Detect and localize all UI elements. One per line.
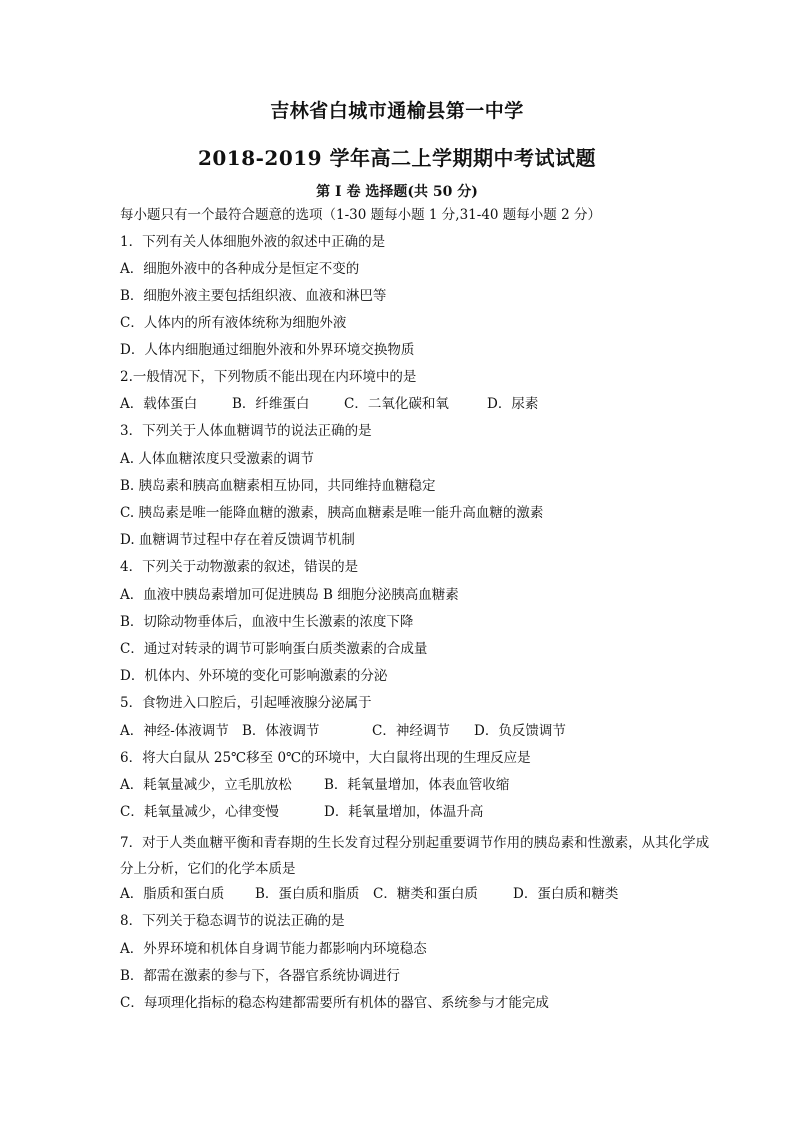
question-3-option-a: A. 人体血糖浓度只受激素的调节 <box>120 451 314 467</box>
question-1-option-a: A．细胞外液中的各种成分是恒定不变的 <box>120 261 360 277</box>
exam-title: 2018-2019 学年高二上学期期中考试试题 <box>197 146 597 170</box>
school-title: 吉林省白城市通榆县第一中学 <box>270 100 524 122</box>
question-2-option-b: B．纤维蛋白 <box>232 396 310 412</box>
question-2-option-d: D．尿素 <box>487 396 539 412</box>
question-6-options-row1 <box>120 776 509 794</box>
question-2-option-a: A．载体蛋白 <box>120 396 198 412</box>
question-2-stem: 2.一般情况下，下列物质不能出现在内环境中的是 <box>120 369 417 385</box>
question-5-option-b: B．体液调节 <box>242 723 320 739</box>
question-6-options-row2 <box>120 803 483 821</box>
question-4-stem: 4．下列关于动物激素的叙述，错误的是 <box>120 559 359 575</box>
question-5-option-d: D．负反馈调节 <box>474 723 566 739</box>
question-8-option-c: C．每项理化指标的稳态构建都需要所有机体的器官、系统参与才能完成 <box>120 995 549 1011</box>
question-1-option-b: B．细胞外液主要包括组织液、血液和淋巴等 <box>120 288 387 304</box>
question-7-option-d: D．蛋白质和糖类 <box>513 886 619 902</box>
question-2-option-c: C．二氧化碳和氧 <box>344 396 449 412</box>
question-6-option-b: B．耗氧量增加，体表血管收缩 <box>324 777 510 793</box>
question-8-option-b: B．都需在激素的参与下，各器官系统协调进行 <box>120 968 400 984</box>
question-7-options <box>120 885 618 903</box>
question-4-option-d: D．机体内、外环境的变化可影响激素的分泌 <box>120 668 388 684</box>
section-heading: 第 I 卷 选择题(共 50 分) <box>316 184 478 200</box>
question-7-stem: 7．对于人类血糖平衡和青春期的生长发育过程分别起重要调节作用的胰岛素和性激素，从其化学成分上分析，它们的化学本质是 <box>120 835 710 877</box>
question-6-option-d: D．耗氧量增加，体温升高 <box>324 804 484 820</box>
question-5-option-a: A．神经-体液调节 <box>120 723 229 739</box>
question-1-option-c: C．人体内的所有液体统称为细胞外液 <box>120 315 347 331</box>
question-5-options <box>120 722 566 740</box>
question-1-option-d: D．人体内细胞通过细胞外液和外界环境交换物质 <box>120 342 415 358</box>
question-8-option-a: A．外界环境和机体自身调节能力都影响内环境稳态 <box>120 941 427 957</box>
question-5-stem: 5．食物进入口腔后，引起唾液腺分泌属于 <box>120 695 372 711</box>
instruction-text: 每小题只有一个最符合题意的选项（1-30 题每小题 1 分,31-40 题每小题 2 分） <box>120 207 601 223</box>
question-6-option-a: A．耗氧量减少，立毛肌放松 <box>120 777 292 793</box>
question-2-options <box>120 395 538 413</box>
question-3-option-c: C. 胰岛素是唯一能降血糖的激素，胰高血糖素是唯一能升高血糖的激素 <box>120 505 544 521</box>
question-6-stem: 6．将大白鼠从 25℃移至 0℃的环境中，大白鼠将出现的生理反应是 <box>120 750 531 766</box>
question-7-option-a: A．脂质和蛋白质 <box>120 886 225 902</box>
question-8-stem: 8．下列关于稳态调节的说法正确的是 <box>120 913 345 929</box>
question-5-option-c: C．神经调节 <box>372 723 450 739</box>
question-4-option-a: A．血液中胰岛素增加可促进胰岛 B 细胞分泌胰高血糖素 <box>120 587 459 603</box>
question-1-stem: 1．下列有关人体细胞外液的叙述中正确的是 <box>120 234 386 250</box>
question-3-stem: 3．下列关于人体血糖调节的说法正确的是 <box>120 423 372 439</box>
question-7-option-b: B．蛋白质和脂质 <box>255 886 360 902</box>
question-6-option-c: C．耗氧量减少，心律变慢 <box>120 804 279 820</box>
question-3-option-d: D. 血糖调节过程中存在着反馈调节机制 <box>120 532 355 548</box>
question-4-option-b: B．切除动物垂体后，血液中生长激素的浓度下降 <box>120 614 414 630</box>
question-7-option-c: C．糖类和蛋白质 <box>373 886 478 902</box>
question-3-option-b: B. 胰岛素和胰高血糖素相互协同，共同维持血糖稳定 <box>120 478 436 494</box>
question-4-option-c: C．通过对转录的调节可影响蛋白质类激素的合成量 <box>120 641 428 657</box>
